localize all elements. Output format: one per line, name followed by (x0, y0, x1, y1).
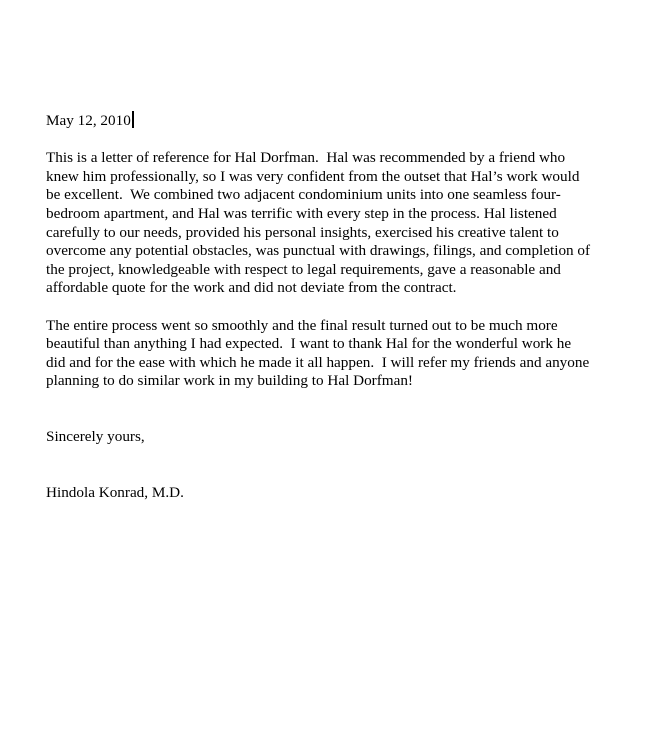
paragraph-2 (46, 317, 626, 391)
paragraph-1 (46, 149, 626, 298)
letter-body[interactable] (46, 111, 626, 502)
signature-line: Hindola Konrad, M.D. (46, 483, 184, 501)
spacer (46, 447, 626, 484)
paragraph-1-line: overcome any potential obstacles, was punctual with drawings, filings, and completion of (46, 242, 591, 260)
paragraph-1-line: This is a letter of reference for Hal Dorfman. Hal was recommended by a friend who (46, 149, 566, 167)
paragraph-1-line: carefully to our needs, provided his personal insights, exercised his creative talent to (46, 223, 559, 241)
text-cursor (132, 111, 134, 128)
closing-line: Sincerely yours, (46, 428, 145, 446)
spacer (46, 391, 626, 428)
paragraph-2-line: did and for the ease with which he made it all happen. I will refer my friends and anyone (46, 353, 590, 371)
paragraph-2-line: The entire process went so smoothly and the final result turned out to be much more (46, 316, 558, 334)
letter-date: May 12, 2010 (46, 112, 131, 129)
spacer (46, 131, 626, 150)
paragraph-1-line: be excellent. We combined two adjacent condominium units into one seamless four- (46, 186, 561, 204)
paragraph-1-line: bedroom apartment, and Hal was terrific with every step in the process. Hal listened (46, 204, 557, 222)
paragraph-1-line: knew him professionally, so I was very confident from the outset that Hal’s work would (46, 167, 580, 185)
letter-date-line (46, 111, 626, 131)
paragraph-2-line: beautiful than anything I had expected. I want to thank Hal for the wonderful work he (46, 335, 572, 353)
paragraph-1-line: the project, knowledgeable with respect to legal requirements, gave a reasonable and (46, 260, 561, 278)
paragraph-2-line: planning to do similar work in my building to Hal Dorfman! (46, 372, 413, 390)
paragraph-1-line: affordable quote for the work and did not deviate from the contract. (46, 279, 457, 297)
spacer (46, 298, 626, 317)
